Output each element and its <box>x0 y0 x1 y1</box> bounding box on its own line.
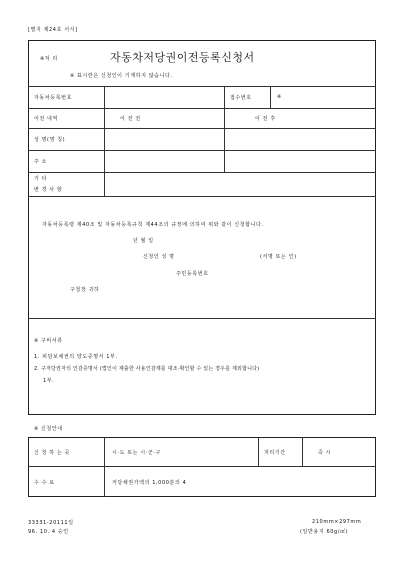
transfer-cause-label: 이전 내역 <box>34 116 58 122</box>
resident-no-label: 주민등록번호 <box>176 271 209 277</box>
fee-value: 저당채권가액의 1,000분의 4 <box>112 480 187 486</box>
footer-paper: (일반용지 60g/㎡) <box>300 529 349 535</box>
footer-approved: 96. 10. 4 승인 <box>28 529 69 535</box>
footer-size: 210mm×297mm <box>312 519 362 525</box>
transferor-label: 이 전 전 <box>120 116 141 122</box>
form-number-label: [별지 제24호 서식] <box>28 27 78 33</box>
guide-heading: ※ 신청안내 <box>34 426 63 432</box>
fee-label: 수 수 료 <box>34 480 55 486</box>
addressee: 구청장 귀하 <box>70 287 100 293</box>
car-reg-no-label: 자동차등록번호 <box>34 95 73 101</box>
where-label: 신 청 하 는 곳 <box>34 450 70 456</box>
other-label: 기 타 <box>34 176 48 182</box>
where-value: 시·도 또는 시·군·구 <box>112 450 161 456</box>
transferee-label: 이 전 후 <box>255 116 276 122</box>
receipt-number-label: 접수번호 <box>230 95 252 101</box>
form-note: ※ 표시란은 신청인이 기재하지 않습니다. <box>70 73 173 79</box>
attachments-heading: ※ 구비서류 <box>34 338 63 344</box>
applicant-name-label: 신청인 성 명 <box>143 254 175 260</box>
changes-label: 변 경 사 항 <box>34 187 63 193</box>
attachment-item-2-count: 1부. <box>43 378 55 384</box>
guide-table <box>28 437 376 497</box>
date-line: 년 월 일 <box>133 238 154 244</box>
declaration-text: 자동차등록령 제40조 및 자동차등록규칙 제44조의 규정에 의하여 위와 같이 신청합니다. <box>42 222 264 228</box>
period-value: 즉 시 <box>318 450 332 456</box>
period-label: 처리기간 <box>264 450 286 456</box>
address-label: 주 소 <box>34 159 48 165</box>
receipt-label: ※처 리 <box>40 56 58 62</box>
attachment-item-2: 2. 구저당권자의 인감증명서 (법인이 제출한 사용인감계를 대조·확인할 수 있는 경우를 제외합니다) <box>34 366 260 372</box>
receipt-star: ※ <box>277 94 282 100</box>
name-label: 성 명(명 칭) <box>34 137 66 143</box>
signature-label: (서명 또는 인) <box>260 254 297 260</box>
footer-code: 33331-20111일 <box>28 520 74 526</box>
attachment-item-1: 1. 피담보채권의 양도증명서 1부. <box>34 354 118 360</box>
page-title: 자동차저당권이전등록신청서 <box>110 51 255 64</box>
